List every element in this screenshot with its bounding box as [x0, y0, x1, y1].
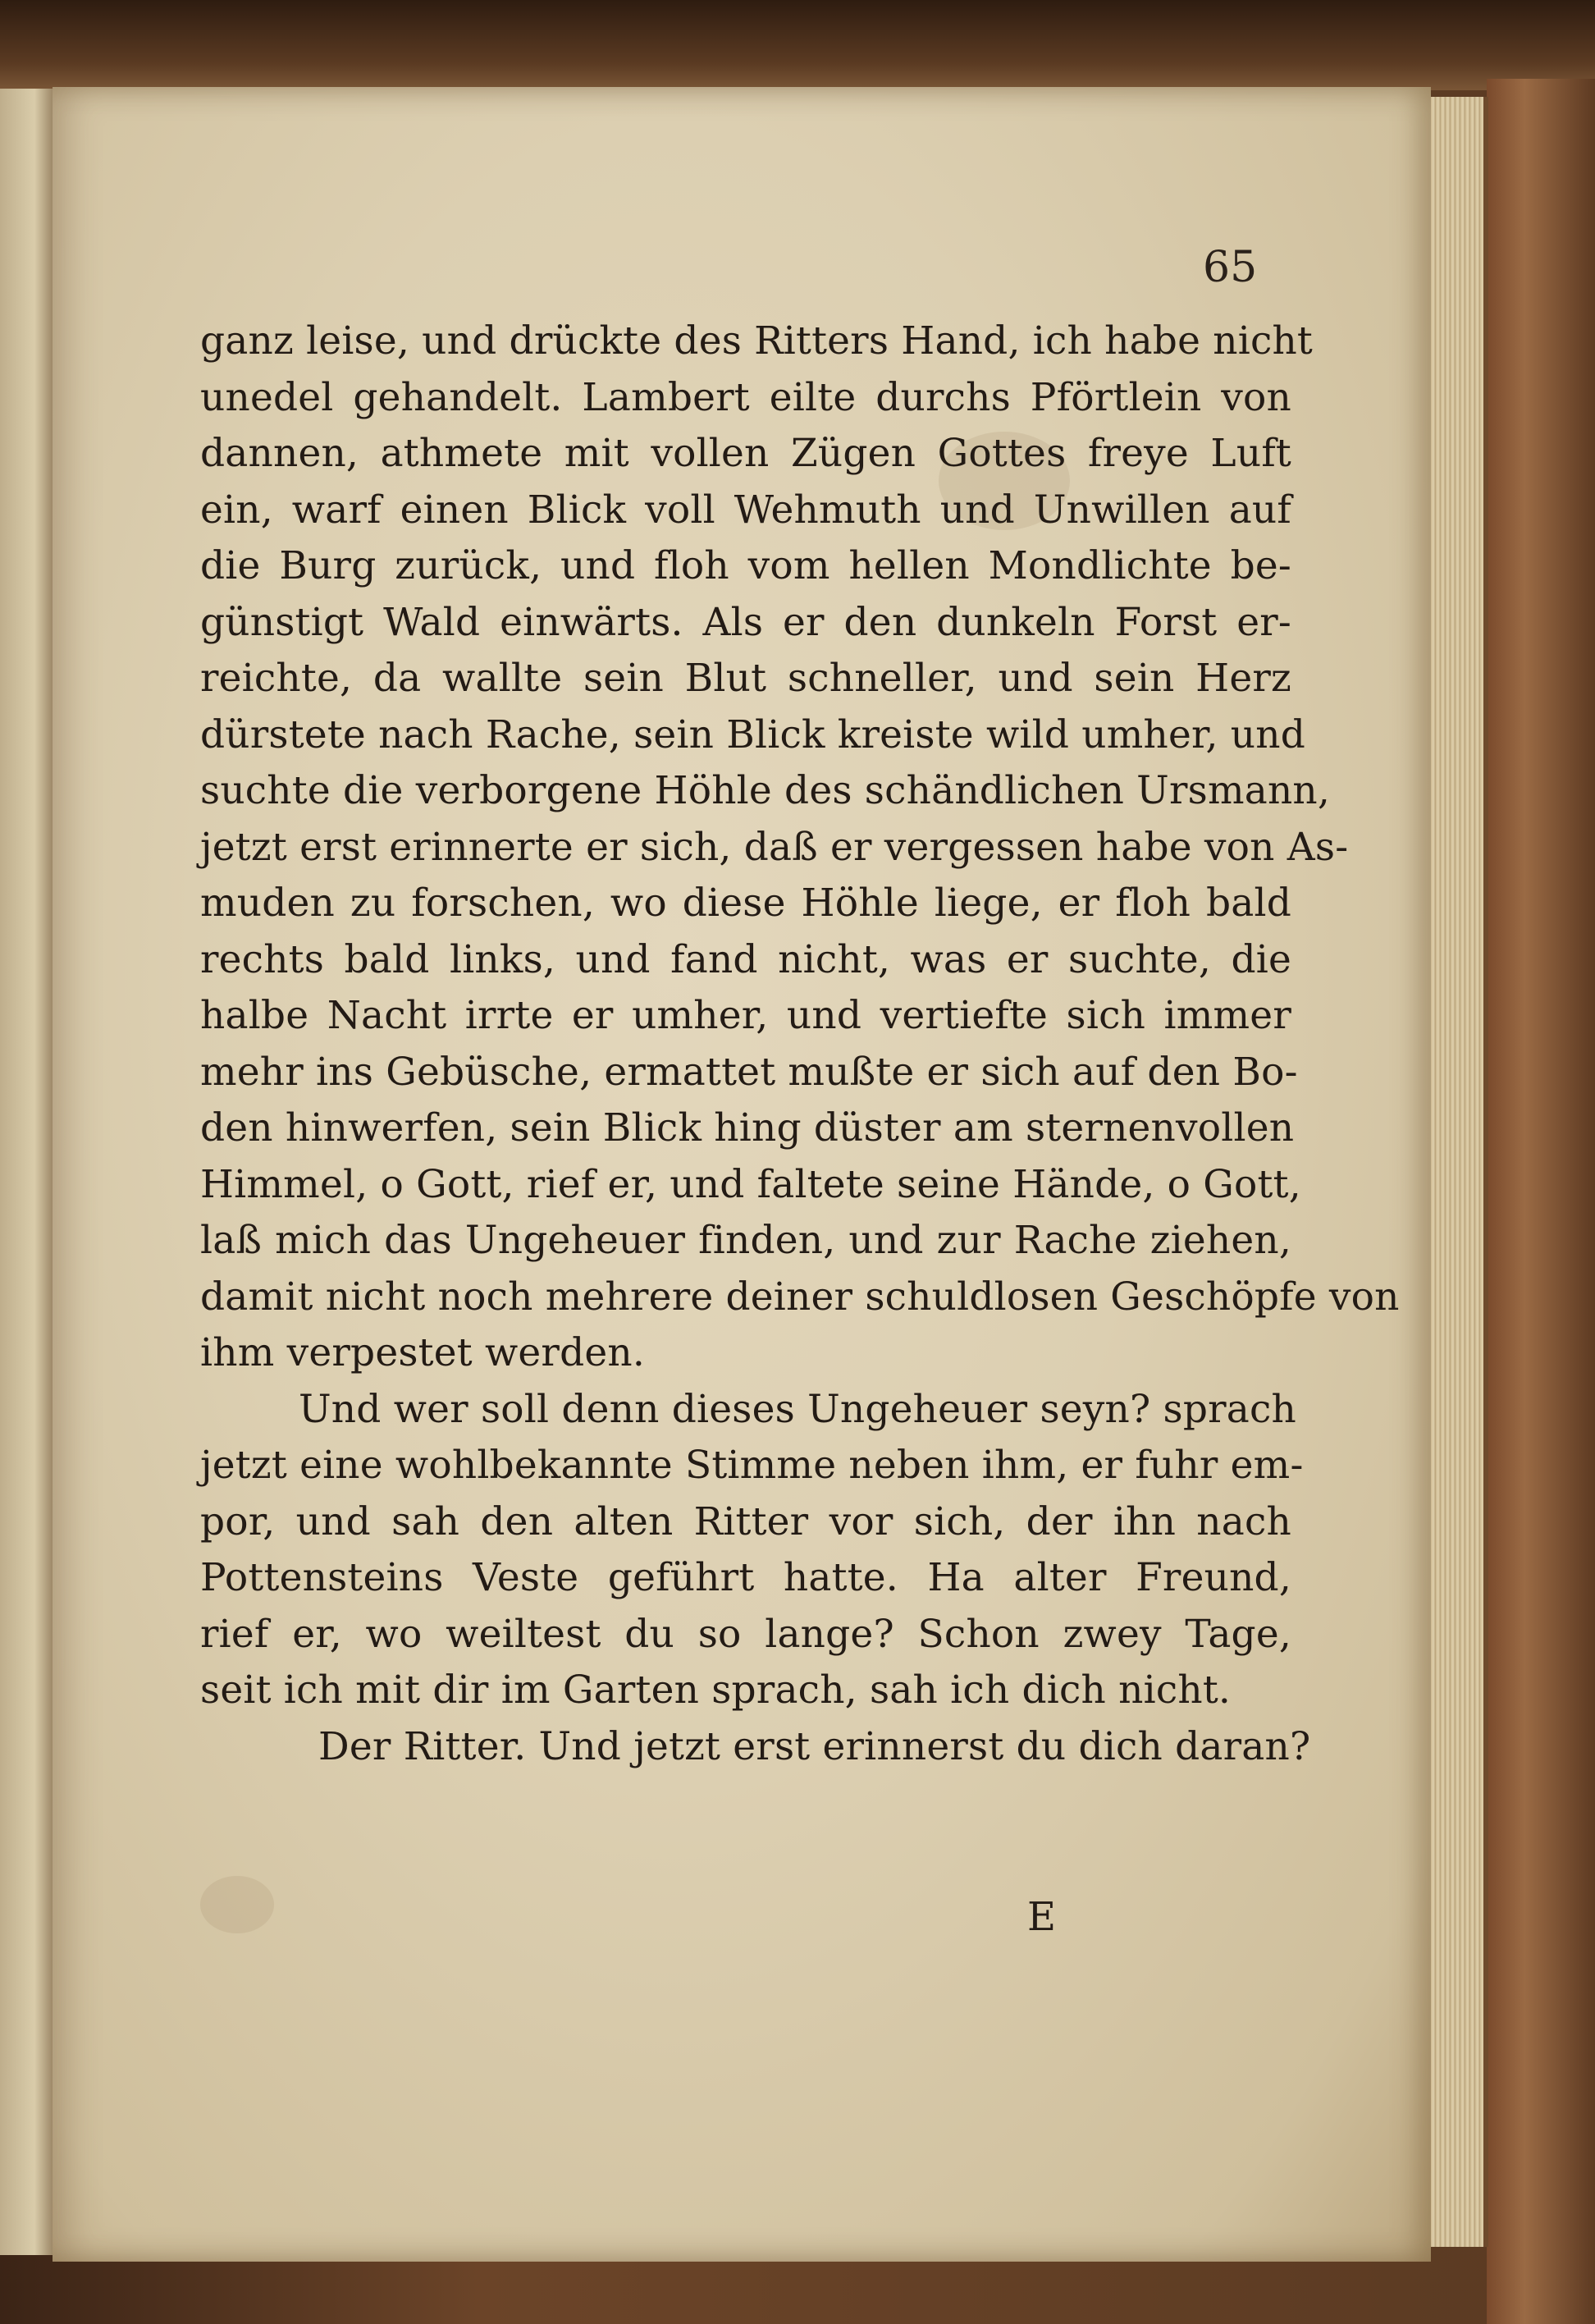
page-number: 65 — [1203, 243, 1258, 292]
text-line: muden zu forschen, wo diese Höhle liege, er floh bald — [200, 881, 1291, 926]
signature-mark: E — [1027, 1894, 1057, 1940]
page-text — [200, 313, 1400, 1775]
text-line: ihm verpestet werden. — [200, 1330, 646, 1375]
text-line: suchte die verborgene Höhle des schändlichen Ursmann, — [200, 768, 1331, 813]
text-line: Der Ritter. Und jetzt erst erinnerst du dich daran? — [318, 1723, 1311, 1769]
left-page-edge — [0, 89, 57, 2255]
text-line: die Burg zurück, und floh vom hellen Mondlichte be- — [200, 543, 1291, 588]
text-line: Pottensteins Veste geführt hatte. Ha alter Freund, — [200, 1555, 1291, 1600]
text-line: Und wer soll denn dieses Ungeheuer seyn? sprach — [299, 1386, 1297, 1432]
text-line: dannen, athmete mit vollen Zügen Gottes freye Luft — [200, 431, 1291, 476]
scan-background-top — [0, 0, 1595, 90]
text-line: laß mich das Ungeheuer finden, und zur Rache ziehen, — [200, 1218, 1291, 1263]
paper-stain — [200, 1876, 274, 1933]
text-line: ein, warf einen Blick voll Wehmuth und Unwillen auf — [200, 487, 1291, 533]
text-line: günstigt Wald einwärts. Als er den dunkeln Forst er- — [200, 599, 1291, 645]
text-line: den hinwerfen, sein Blick hing düster am sternenvollen — [200, 1105, 1295, 1151]
text-line: por, und sah den alten Ritter vor sich, der ihn nach — [200, 1498, 1291, 1544]
text-line: halbe Nacht irrte er umher, und vertiefte sich immer — [200, 993, 1291, 1038]
page-stack-edge — [1426, 97, 1488, 2247]
text-line: unedel gehandelt. Lambert eilte durchs Pförtlein von — [200, 374, 1291, 420]
text-line: rief er, wo weiltest du so lange? Schon zwey Tage, — [200, 1611, 1291, 1657]
text-line: mehr ins Gebüsche, ermattet mußte er sich auf den Bo- — [200, 1049, 1298, 1095]
text-line: damit nicht noch mehrere deiner schuldlosen Geschöpfe von — [200, 1274, 1400, 1320]
book-cover-edge — [1487, 79, 1595, 2324]
text-line: ganz leise, und drückte des Ritters Hand, ich habe nicht — [200, 318, 1314, 364]
text-line: jetzt erst erinnerte er sich, daß er vergessen habe von As- — [200, 824, 1349, 870]
text-line: seit ich mit dir im Garten sprach, sah ich dich nicht. — [200, 1668, 1232, 1713]
text-line: jetzt eine wohlbekannte Stimme neben ihm, er fuhr em- — [200, 1443, 1304, 1488]
text-line: rechts bald links, und fand nicht, was er suchte, die — [200, 936, 1291, 982]
text-line: reichte, da wallte sein Blut schneller, und sein Herz — [200, 656, 1291, 701]
text-line: Himmel, o Gott, rief er, und faltete seine Hände, o Gott, — [200, 1161, 1301, 1207]
text-line: dürstete nach Rache, sein Blick kreiste wild umher, und — [200, 711, 1306, 757]
